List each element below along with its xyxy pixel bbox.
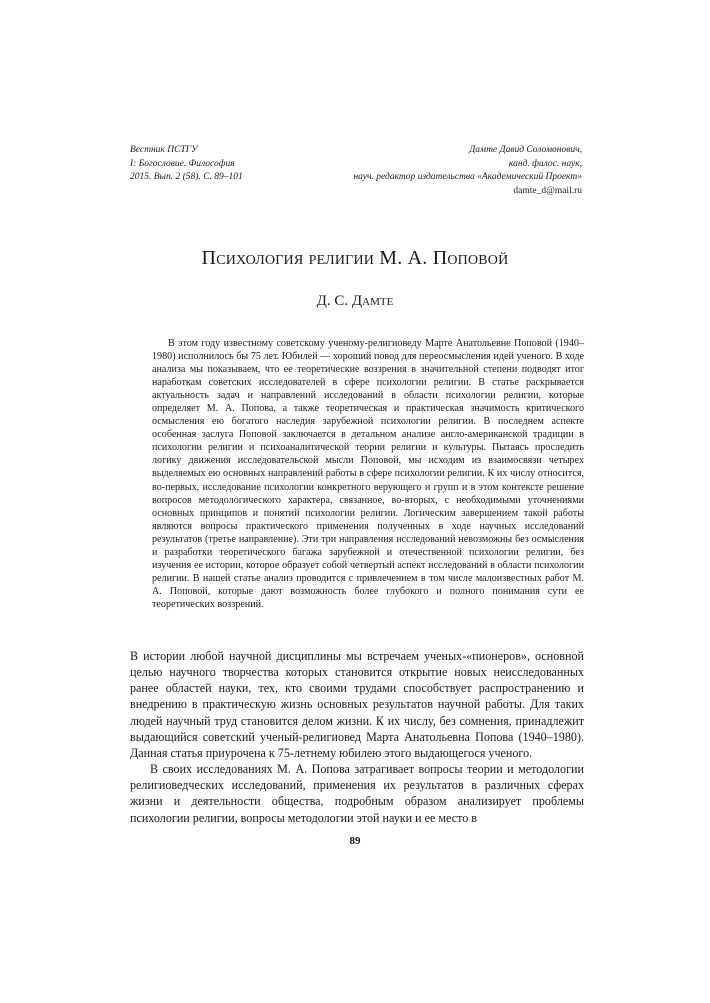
article-abstract: В этом году известному советскому ученому-религиоведу Марте Анатольевне Поповой (1940–1980) исполнилось бы 75 лет. Юбилей — хороший повод для переосмысления идей ученого. В ходе анализа мы показываем, что ее теоретические воззрения в значительной степени подводят итог наработкам советских исследователей в сфере психологии религии. В статье раскрывается актуальность задач и направлений исследований в области психологии религии, которые определяет М. А. Попова, а также теоретическая и практическая значимость критического осмысления ею богатого наследия зарубежной психологии религии. В последнем аспекте особенная заслуга Поповой заключается в детальном анализе англо-американской традиции в психологии религии и психоаналитической теории религии и культуры. Пытаясь проследить логику движения исследовательской мысли Поповой, мы исходим из взаимосвязи четырех выделяемых ею основных направлений работы в сфере психологии религии. К их числу относится, во-первых, исследование психологии конкретного верующего и групп и в этом контексте решение вопросов методологического характера, связанное, во-вторых, с необходимыми уточнениями основных принципов и понятий психологии религии. Логическим завершением такой работы являются вопросы практического применения полученных в ходе научных исследований результатов (третье направление). Эти три направления исследований невозможны без осмысления и разработки теоретического багажа зарубежной и отечественной психологии религии, без изучения ее истории, которое образует собой четвертый аспект исследований в области психологии религии. В нашей статье анализ проводится с привлечением в том числе малоизвестных работ М. А. Поповой, которые дают возможность более глубокого и полного понимания сути ее теоретических воззрений. [152,338,584,610]
article-body [130,648,584,826]
journal-info [130,144,243,185]
author-info [353,144,582,198]
article-author: Д. С. Дамте [316,293,394,309]
article-title: Психология религии М. А. Поповой [201,247,509,269]
body-paragraph: В своих исследованиях М. А. Попова затрагивает вопросы теории и методологии религиоведческих исследований, применения их результатов в различных сферах жизни и деятельности общества, подробным образом анализирует проблемы психологии религии, вопросы методологии этой науки и ее место в [130,762,584,825]
author-full-name: Дамте Давид Соломонович, [469,145,582,155]
author-position: науч. редактор издательства «Академический Проект» [353,172,582,182]
author-email[interactable]: damte_d@mail.ru [513,185,582,196]
journal-series: I: Богословие. Философия [130,158,235,169]
journal-name: Вестник ПСТГУ [130,145,198,155]
author-degree: канд. филос. наук, [508,158,582,169]
page-number: 89 [349,835,361,847]
body-paragraph: В истории любой научной дисциплины мы встречаем ученых-«пионеров», основной целью научного творчества которых становится открытие новых неисследованных ранее областей науки, тех, кто своими трудами способствует распространению и внедрению в практическую жизнь основных результатов научной работы. Для таких людей научный труд становится делом жизни. К их числу, без сомнения, принадлежит выдающийся советский ученый-религиовед Марта Анатольевна Попова (1940–1980). Данная статья приурочена к 75-летнему юбилею этого выдающегося ученого. [130,649,584,760]
journal-issue: 2015. Вып. 2 (58). С. 89–101 [130,172,243,182]
